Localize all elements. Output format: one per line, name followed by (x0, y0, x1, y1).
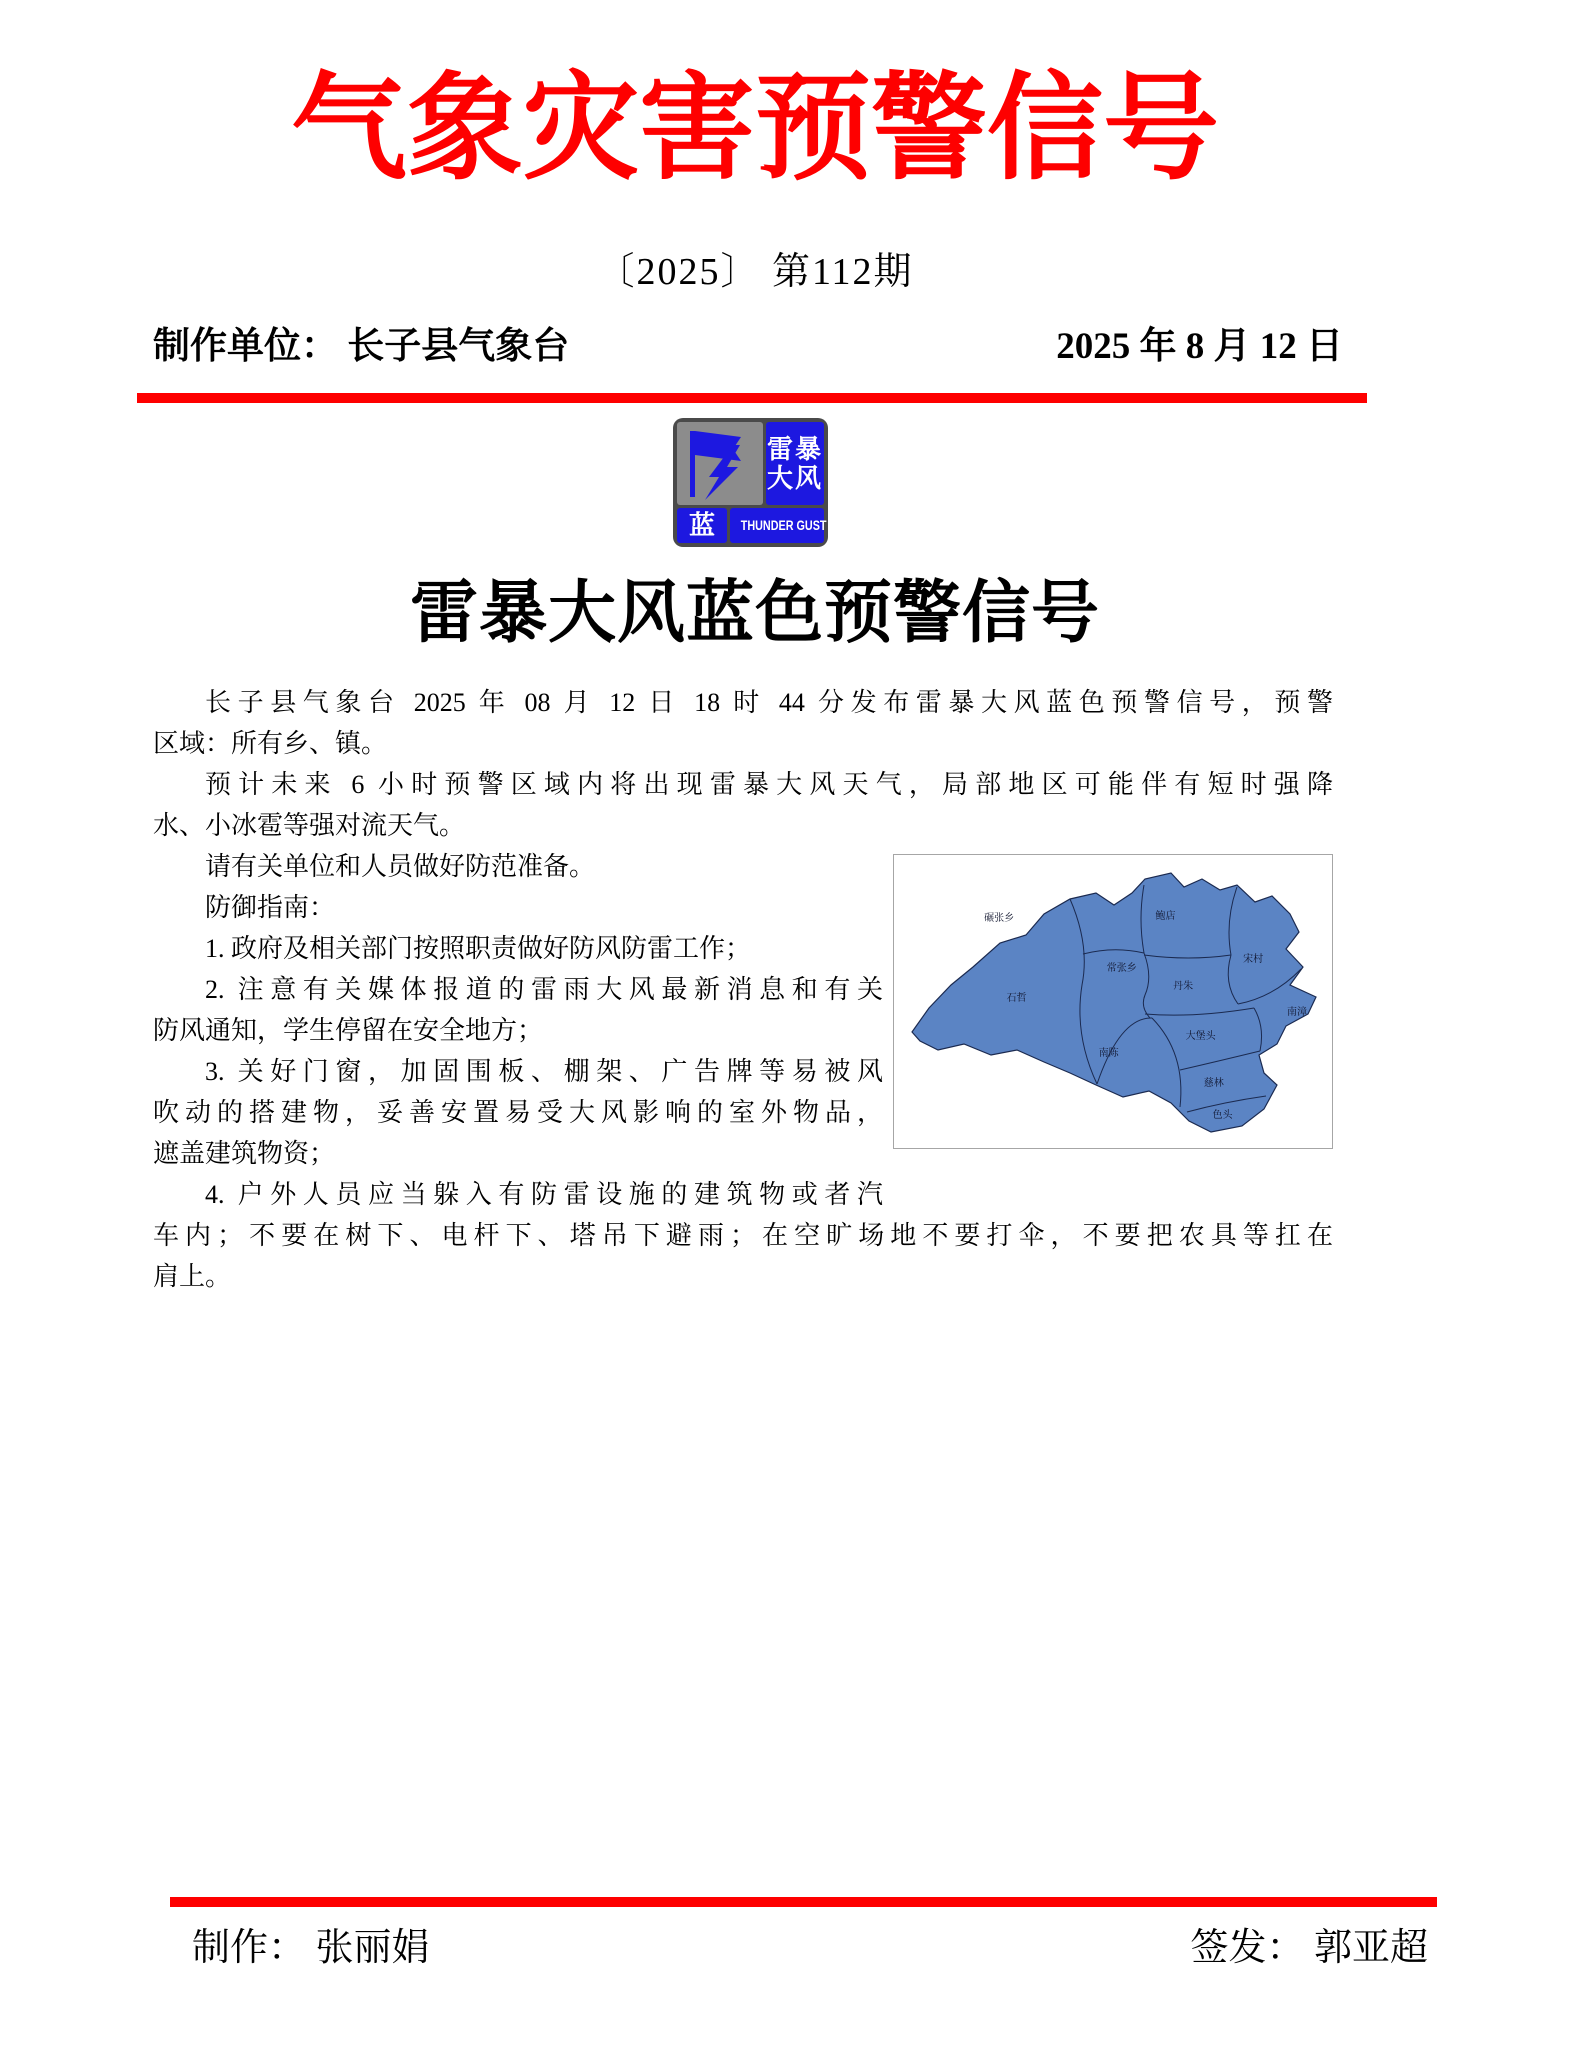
body-line: 2. 注意有关媒体报道的雷雨大风最新消息和有关 (205, 975, 883, 1004)
top-divider (137, 393, 1367, 403)
flag-lightning-icon (677, 422, 763, 505)
body-line: 防御指南： (205, 893, 336, 922)
body-line: 4. 户外人员应当躲入有防雷设施的建筑物或者汽 (205, 1180, 883, 1209)
county-map (893, 854, 1333, 1149)
sign-level-badge: 蓝 (677, 508, 727, 543)
map-region-label: 丹朱 (1173, 980, 1194, 992)
footer-row (192, 1922, 1428, 1974)
body-paragraph (153, 1174, 1333, 1297)
body-line: 预计未来 6 小时预警区域内将出现雷暴大风天气，局部地区可能伴有短时强降 (205, 770, 1333, 799)
sign-name-en: THUNDER GUST (730, 508, 824, 543)
map-region-label: 慈林 (1203, 1077, 1224, 1089)
issue-number: 〔2025〕 第112期 (596, 251, 914, 293)
body-line: 车内；不要在树下、电杆下、塔吊下避雨；在空旷场地不要打伞，不要把农具等扛在 (153, 1221, 1333, 1250)
body-paragraph (153, 682, 1333, 764)
sign-name-cn-line1: 雷暴 (766, 433, 823, 464)
body-line: 长子县气象台 2025 年 08 月 12 日 18 时 44 分发布雷暴大风蓝色预警信号，预警 (205, 688, 1333, 717)
map-region-label: 常张乡 (1106, 963, 1137, 975)
producer-row (153, 322, 1343, 372)
footer-producer: 制作： 张丽娟 (192, 1927, 430, 1969)
body-line: 1. 政府及相关部门按照职责做好防风防雷工作； (205, 934, 752, 963)
map-region-label: 大堡头 (1185, 1030, 1216, 1042)
body-line: 吹动的搭建物，妥善安置易受大风影响的室外物品， (153, 1098, 883, 1127)
warning-body (153, 682, 1333, 1297)
body-paragraph (153, 764, 1333, 846)
body-line: 水、小冰雹等强对流天气。 (153, 811, 466, 840)
map-region-label: 鲍店 (1155, 910, 1176, 922)
map-region-label: 碾张乡 (984, 913, 1015, 925)
body-line: 3. 关好门窗，加固围板、棚架、广告牌等易被风 (205, 1057, 883, 1086)
map-region-label: 南漳 (1286, 1007, 1307, 1019)
map-region-label: 南陈 (1098, 1048, 1119, 1060)
sign-name-cn-line2: 大风 (766, 462, 823, 493)
map-region-label: 石哲 (1006, 992, 1027, 1004)
bottom-divider (170, 1897, 1437, 1907)
body-line: 请有关单位和人员做好防范准备。 (205, 852, 596, 881)
page-title: 气象灾害预警信号 (291, 66, 1219, 194)
warning-headline: 雷暴大风蓝色预警信号 (409, 575, 1100, 651)
county-map-frame (893, 854, 1333, 1149)
producer-unit: 制作单位： 长子县气象台 (153, 326, 570, 367)
map-region-label: 色头 (1212, 1109, 1233, 1121)
sign-name-cn (766, 422, 824, 505)
body-line: 肩上。 (153, 1262, 232, 1291)
footer-issuer: 签发： 郭亚超 (1190, 1927, 1428, 1969)
issue-date: 2025 年 8 月 12 日 (1056, 326, 1343, 367)
body-line: 遮盖建筑物资； (153, 1139, 336, 1168)
body-line: 防风通知，学生停留在安全地方； (153, 1016, 544, 1045)
thunder-gust-warning-sign-icon (673, 418, 828, 547)
map-region-label: 宋村 (1243, 954, 1264, 966)
body-line: 区域：所有乡、镇。 (153, 729, 388, 758)
county-map-shape (894, 855, 1332, 1148)
